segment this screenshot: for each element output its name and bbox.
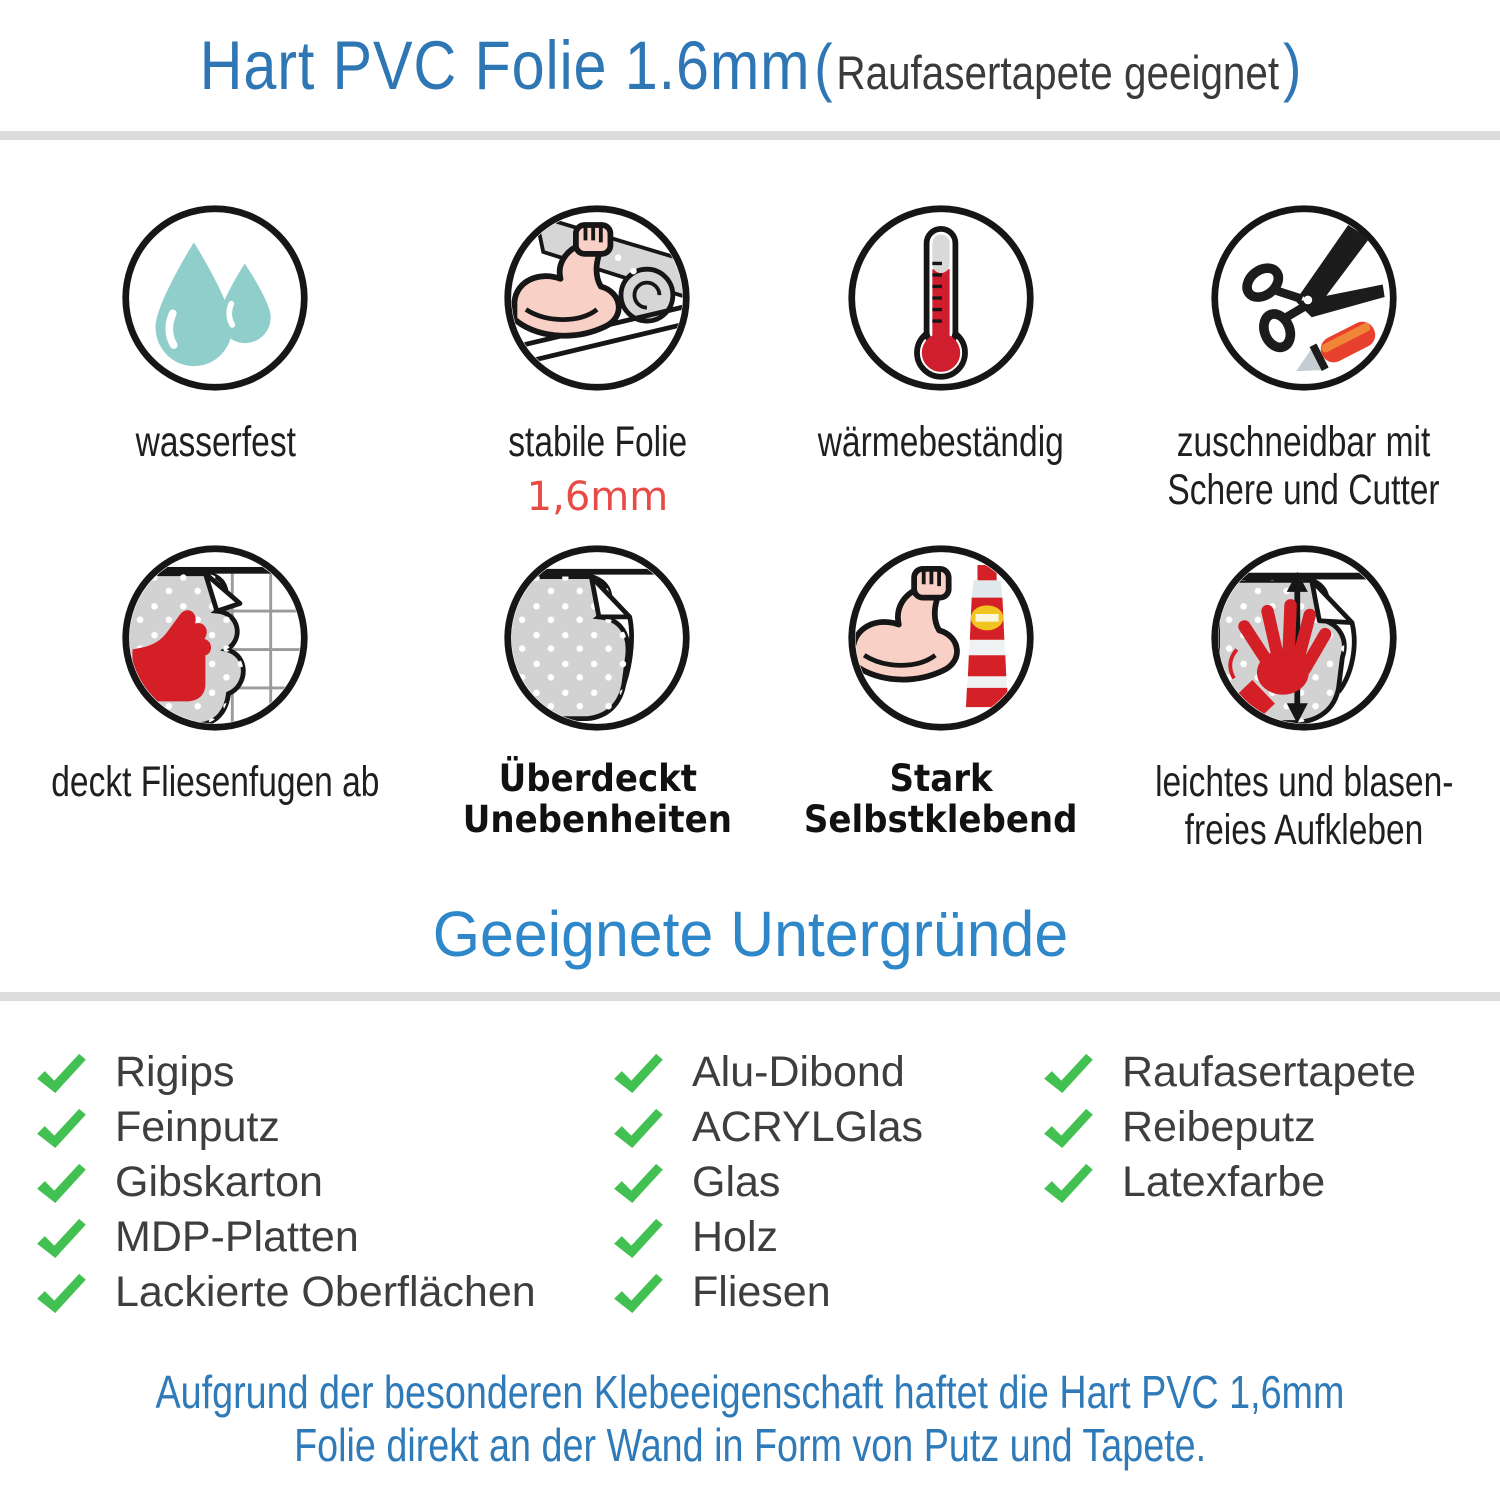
list-item (1042, 1155, 1500, 1210)
header (0, 0, 1500, 131)
list-item (612, 1155, 1042, 1210)
page-title-main: Hart PVC Folie 1.6mm (199, 27, 810, 104)
surface-label: Latexfarbe (1122, 1158, 1326, 1207)
list-item (612, 1100, 1042, 1155)
surface-label: Gibskarton (115, 1158, 323, 1207)
feature-heat-resistant (769, 202, 1112, 542)
list-item (612, 1045, 1042, 1100)
check-icon (612, 1052, 664, 1094)
check-icon (35, 1052, 87, 1094)
scissors-cutter-icon (1208, 202, 1400, 394)
surfaces-column-3 (1042, 1045, 1500, 1320)
feature-waterproof (5, 202, 426, 542)
footer-line-2: Folie direkt an der Wand in Form von Putz und Tapete. (293, 1418, 1207, 1471)
muscle-foil-icon (501, 202, 693, 394)
list-item (612, 1210, 1042, 1265)
features-grid (5, 140, 1495, 854)
surface-label: Raufasertapete (1122, 1048, 1417, 1097)
list-item (35, 1210, 612, 1265)
list-item (1042, 1100, 1500, 1155)
list-item (35, 1045, 612, 1100)
check-icon (1042, 1052, 1094, 1094)
feature-label: leichtes und blasen- freies Aufkleben (1154, 758, 1453, 855)
title-paren-open: ( (813, 31, 833, 103)
surface-label: Reibeputz (1122, 1103, 1316, 1152)
feature-covers-tile-joints (5, 542, 426, 854)
feature-label: Stark Selbstklebend (804, 757, 1078, 842)
surface-label: Rigips (115, 1048, 235, 1097)
check-icon (612, 1107, 664, 1149)
divider-middle (0, 992, 1500, 1001)
feature-label: wärmebeständig (817, 418, 1064, 466)
list-item (35, 1155, 612, 1210)
surface-label: Lackierte Oberflächen (115, 1268, 536, 1317)
check-icon (612, 1217, 664, 1259)
footer-line-1: Aufgrund der besonderen Klebeeigenschaft haftet die Hart PVC 1,6mm (155, 1366, 1345, 1419)
surface-label: MDP-Platten (115, 1213, 359, 1262)
check-icon (35, 1272, 87, 1314)
feature-easy-application (1113, 542, 1495, 854)
list-item (35, 1265, 612, 1320)
page-title (199, 26, 1301, 105)
list-item (35, 1100, 612, 1155)
feature-label: wasserfest (135, 418, 296, 466)
tile-joints-icon (119, 542, 311, 734)
check-icon (612, 1162, 664, 1204)
feature-covers-unevenness (426, 542, 769, 854)
title-paren-close: ) (1282, 31, 1301, 103)
cover-unevenness-icon (501, 542, 693, 734)
water-drops-icon (119, 202, 311, 394)
divider-top (0, 131, 1500, 140)
surface-label: Holz (692, 1213, 779, 1262)
check-icon (35, 1217, 87, 1259)
smooth-hand-icon (1208, 542, 1400, 734)
feature-self-adhesive (769, 542, 1112, 854)
muscle-glue-icon (845, 542, 1037, 734)
feature-stable-foil (426, 202, 769, 542)
surface-label: Alu-Dibond (692, 1048, 905, 1097)
surface-label: Glas (692, 1158, 781, 1207)
footer-note (0, 1366, 1500, 1471)
surfaces-list (0, 1045, 1500, 1320)
check-icon (1042, 1107, 1094, 1149)
list-item (1042, 1045, 1500, 1100)
page-title-subtitle: Raufasertapete geeignet (835, 46, 1279, 99)
feature-cuttable (1113, 202, 1495, 542)
feature-label: stabile Folie (507, 418, 687, 466)
feature-label: deckt Fliesenfugen ab (51, 758, 380, 806)
feature-label: Überdeckt Unebenheiten (462, 757, 733, 842)
surface-label: Fliesen (692, 1268, 831, 1317)
check-icon (1042, 1162, 1094, 1204)
list-item (612, 1265, 1042, 1320)
surfaces-column-1 (35, 1045, 612, 1320)
surfaces-column-2 (612, 1045, 1042, 1320)
check-icon (612, 1272, 664, 1314)
section-title: Geeignete Untergründe (432, 898, 1068, 971)
check-icon (35, 1162, 87, 1204)
check-icon (35, 1107, 87, 1149)
feature-thickness-label: 1,6mm (526, 474, 669, 521)
thermometer-icon (845, 202, 1037, 394)
surface-label: ACRYLGlas (692, 1103, 924, 1152)
feature-label: zuschneidbar mit Schere und Cutter (1167, 418, 1440, 515)
surface-label: Feinputz (115, 1103, 280, 1152)
